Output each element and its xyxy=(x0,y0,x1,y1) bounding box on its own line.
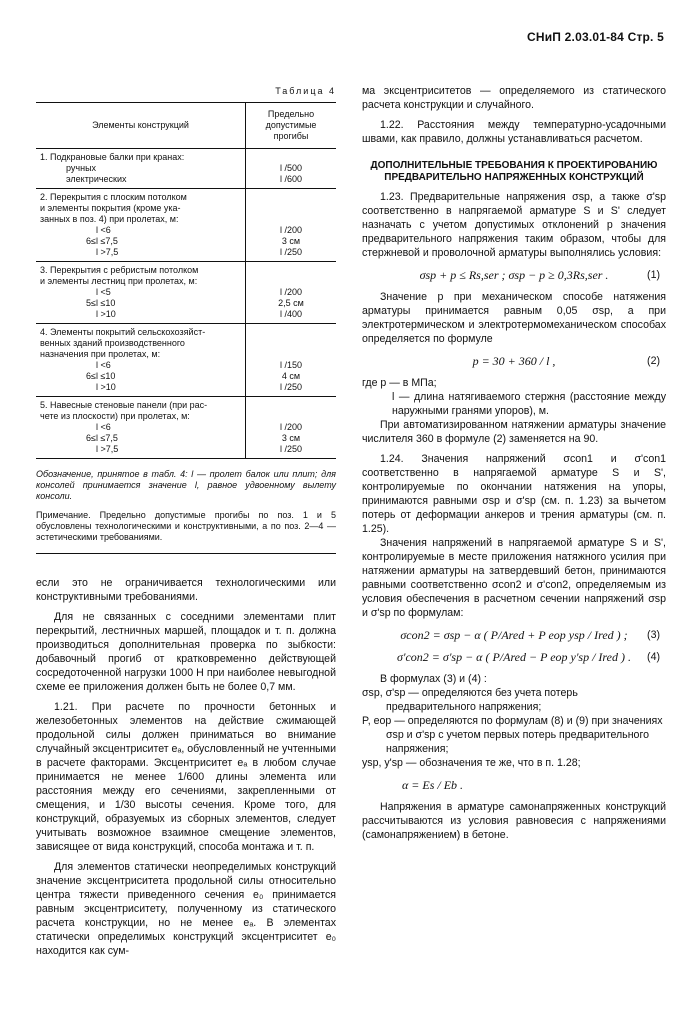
table-caption: Таблица 4 xyxy=(275,86,336,96)
table-cell-value: l /250 xyxy=(279,382,303,392)
table-row xyxy=(36,324,336,397)
formula-4-number: (4) xyxy=(647,651,660,663)
table-cell-line: и элементы лестниц при пролетах, м: xyxy=(40,276,198,286)
table-cell-deflection xyxy=(246,262,337,324)
table-cell-line: l <6 xyxy=(96,225,111,235)
formula-1-body: σsp + p ≤ Rs,ser ; σsp − p ≥ 0,3Rs,ser . xyxy=(419,268,609,282)
page-header: СНиП 2.03.01-84 Стр. 5 xyxy=(527,30,664,44)
table-cell-element xyxy=(36,262,246,324)
paragraph: Значение p при механическом способе натяжения арматуры принимается равным 0,05 σsp, а при электротермическом и электротермомеханическом способах определяется по формуле xyxy=(362,291,666,345)
paragraph: При автоматизированном натяжении арматуры значение числителя 360 в формуле (2) заменяется на 90. xyxy=(362,419,666,445)
left-column xyxy=(36,84,336,958)
formula-2-body: p = 30 + 360 / l , xyxy=(472,354,556,368)
table-cell-value: l /250 xyxy=(279,247,303,257)
table-cell-element xyxy=(36,324,246,397)
table-row xyxy=(36,262,336,324)
table-cell-line: чете из плоскости) при пролетах, м: xyxy=(40,411,190,421)
divider xyxy=(36,553,336,554)
table-cell-line: l >7,5 xyxy=(96,444,119,454)
table-cell-line: назначения при пролетах, м: xyxy=(40,349,161,359)
table-cell-element xyxy=(36,189,246,262)
formula-2-number: (2) xyxy=(647,355,660,367)
table-header-deflections: Предельно допустимые прогибы xyxy=(246,103,337,149)
table-cell-line: 5. Навесные стеновые панели (при рас- xyxy=(40,400,208,410)
table-cell-line: l >7,5 xyxy=(96,247,119,257)
formula-2 xyxy=(362,354,666,368)
formula-alpha xyxy=(362,778,666,792)
definition-item: ysp, y'sp — обозначения те же, что в п. 1.28; xyxy=(362,757,581,769)
paragraph: В формулах (3) и (4) : xyxy=(380,673,487,685)
formula-3-body: σcon2 = σsp − α ( P/Ared + P eop ysp / Ired ) ; xyxy=(400,628,628,642)
table-cell-value: l /250 xyxy=(279,444,303,454)
table-cell-value: l /200 xyxy=(279,287,303,297)
table-4 xyxy=(36,102,336,459)
table-cell-line: 4. Элементы покрытий сельскохозяйст- xyxy=(40,327,206,337)
table-cell-line: 3. Перекрытия с ребристым потолком xyxy=(40,265,199,275)
table-cell-element xyxy=(36,397,246,459)
table-header-elements: Элементы конструкций xyxy=(36,103,246,149)
table-cell-line: l >10 xyxy=(96,309,116,319)
formula-1 xyxy=(362,268,666,282)
table-cell-value: 4 см xyxy=(281,371,301,381)
table-cell-line: 2. Перекрытия с плоским потолком xyxy=(40,192,187,202)
table-cell-value: l /400 xyxy=(279,309,303,319)
paragraph-1-21: 1.21. При расчете по прочности бетонных и железобетонных элементов на действие сжимающей продольной силы должен приниматься во внимание случайный эксцентриситет eₐ, обусловленный не учтенными в расчете факторами. Эксцентриситет eₐ в любом случае принимается не менее 1/600 длины элемента или расстояния между его сечениями, закрепленными от смещения, и 1/30 высоты сечения. Кроме того, для конструкций, образуемых из сборных элементов, следует учитывать возможное взаимное смещение элементов, зависящее от вида конструкций, способа монтажа и т. п. xyxy=(36,701,336,853)
table-cell-value: l /600 xyxy=(279,174,303,184)
table-cell-line: электрических xyxy=(66,174,127,184)
paragraph: Для не связанных с соседними элементами плит перекрытий, лестничных маршей, площадок и т. п. должна производиться дополнительная проверка по зыбкости: добавочный прогиб от кратковременно действующей сосредоточенной нагрузки 1000 Н при наиболее невыгодной схеме ее приложения должен быть не более 0,7 мм. xyxy=(36,611,336,693)
table-cell-line: 5≤l ≤10 xyxy=(86,298,116,308)
definition-item: P, eop — определяются по формулам (8) и (9) при значениях σsp и σ'sp с учетом первых потерь предварительного напряжения; xyxy=(362,715,663,755)
table-cell-line: 6≤l ≤7,5 xyxy=(86,236,118,246)
where-line: где p — в МПа; xyxy=(362,377,437,389)
formula-3 xyxy=(362,628,666,642)
table-cell-deflection xyxy=(246,324,337,397)
table-cell-line: 6≤l ≤7,5 xyxy=(86,433,118,443)
table-cell-value: l /200 xyxy=(279,225,303,235)
table-cell-deflection xyxy=(246,189,337,262)
table-cell-line: l <5 xyxy=(96,287,111,297)
table-cell-line: 6≤l ≤10 xyxy=(86,371,116,381)
table-row xyxy=(36,397,336,459)
table-cell-line: и элементы покрытия (кроме ука- xyxy=(40,203,181,213)
table-cell-value: l /200 xyxy=(279,422,303,432)
right-column xyxy=(362,84,666,842)
formula-alpha-body: α = Es / Eb . xyxy=(402,778,464,792)
table-cell-value: 3 см xyxy=(281,433,301,443)
section-heading: ДОПОЛНИТЕЛЬНЫЕ ТРЕБОВАНИЯ К ПРОЕКТИРОВАНИЮ ПРЕДВАРИТЕЛЬНО НАПРЯЖЕННЫХ КОНСТРУКЦИЙ xyxy=(370,160,658,183)
formula-4-body: σ'con2 = σ'sp − α ( P/Ared − P eop y'sp / Ired ) . xyxy=(397,650,631,664)
definition-list xyxy=(362,686,666,770)
table-row xyxy=(36,149,336,189)
where-line: l — длина натягиваемого стержня (расстояние между наружными гранями упоров), м. xyxy=(392,391,666,417)
table-cell-value: l /150 xyxy=(279,360,303,370)
paragraph: Значения напряжений в напрягаемой арматуре S и S', контролируемые в месте приложения натяжного усилия при натяжении арматуры на затвердевший бетон, принимаются равными соответственно σcon2 и σ'con2, определяемым из условия обеспечения в расчетном сечении напряжений σsp и σ'sp по формулам: xyxy=(362,537,666,619)
paragraph: Для элементов статически неопределимых конструкций значение эксцентриситета продольной силы относительно центра тяжести приведенного сечения e₀ принимается равным эксцентриситету, полученному из статического расчета конструкции, но не менее eₐ. В элементах статически определимых конструкций эксцентриситет e₀ находится как сум- xyxy=(36,861,336,957)
table-cell-line: l <6 xyxy=(96,360,111,370)
table-cell-deflection xyxy=(246,149,337,189)
paragraph: ма эксцентриситетов — определяемого из статического расчета конструкции и случайного. xyxy=(362,85,666,111)
table-cell-line: l >10 xyxy=(96,382,116,392)
table-cell-line: ручных xyxy=(66,163,97,173)
table-row xyxy=(36,189,336,262)
table-note: Примечание. Предельно допустимые прогибы по поз. 1 и 5 обусловлены технологическими и конструктивными, а по поз. 2—4 — эстетическими требованиями. xyxy=(36,510,336,542)
table-cell-value: 3 см xyxy=(281,236,301,246)
table-notation: Обозначение, принятое в табл. 4: l — пролет балок или плит; для консолей принимается значение l, равное удвоенному вылету консоли. xyxy=(36,469,336,501)
table-cell-value: 2,5 см xyxy=(278,298,304,308)
table-cell-line: l <6 xyxy=(96,422,111,432)
formula-1-number: (1) xyxy=(647,269,660,281)
table-cell-line: венных зданий производственного xyxy=(40,338,185,348)
paragraph: если это не ограничивается технологическими или конструктивными требованиями. xyxy=(36,577,336,603)
paragraph: Напряжения в арматуре самонапряженных конструкций рассчитываются из условия равновесия с напряжениями (самонапряжением) в бетоне. xyxy=(362,801,666,841)
table-cell-line: занных в поз. 4) при пролетах, м: xyxy=(40,214,179,224)
table-cell-value: l /500 xyxy=(279,163,303,173)
formula-3-number: (3) xyxy=(647,629,660,641)
table-cell-deflection xyxy=(246,397,337,459)
paragraph-1-23: 1.23. Предварительные напряжения σsp, а также σ'sp соответственно в напрягаемой арматуре S и S' следует назначать с учетом допустимых отклонений p значения предварительного напряжения таким образом, чтобы для стержневой и проволочной арматуры выполнялись условия: xyxy=(362,191,666,259)
paragraph-1-22: 1.22. Расстояния между температурно-усадочными швами, как правило, должны устанавливаться расчетом. xyxy=(362,119,666,145)
table-cell-value xyxy=(248,152,334,163)
table-cell-line: 1. Подкрановые балки при кранах: xyxy=(40,152,185,162)
paragraph-1-24: 1.24. Значения напряжений σcon1 и σ'con1 соответственно в напрягаемой арматуре S и S', контролируемые по окончании натяжения на упоры, принимаются равными σsp и σ'sp (см. п. 1.23) за вычетом потерь от деформации анкеров и трения арматуры (см. п. 1.25). xyxy=(362,453,666,535)
definition-item: σsp, σ'sp — определяются без учета потерь предварительного напряжения; xyxy=(362,687,578,713)
table-cell-element xyxy=(36,149,246,189)
formula-4 xyxy=(362,650,666,664)
